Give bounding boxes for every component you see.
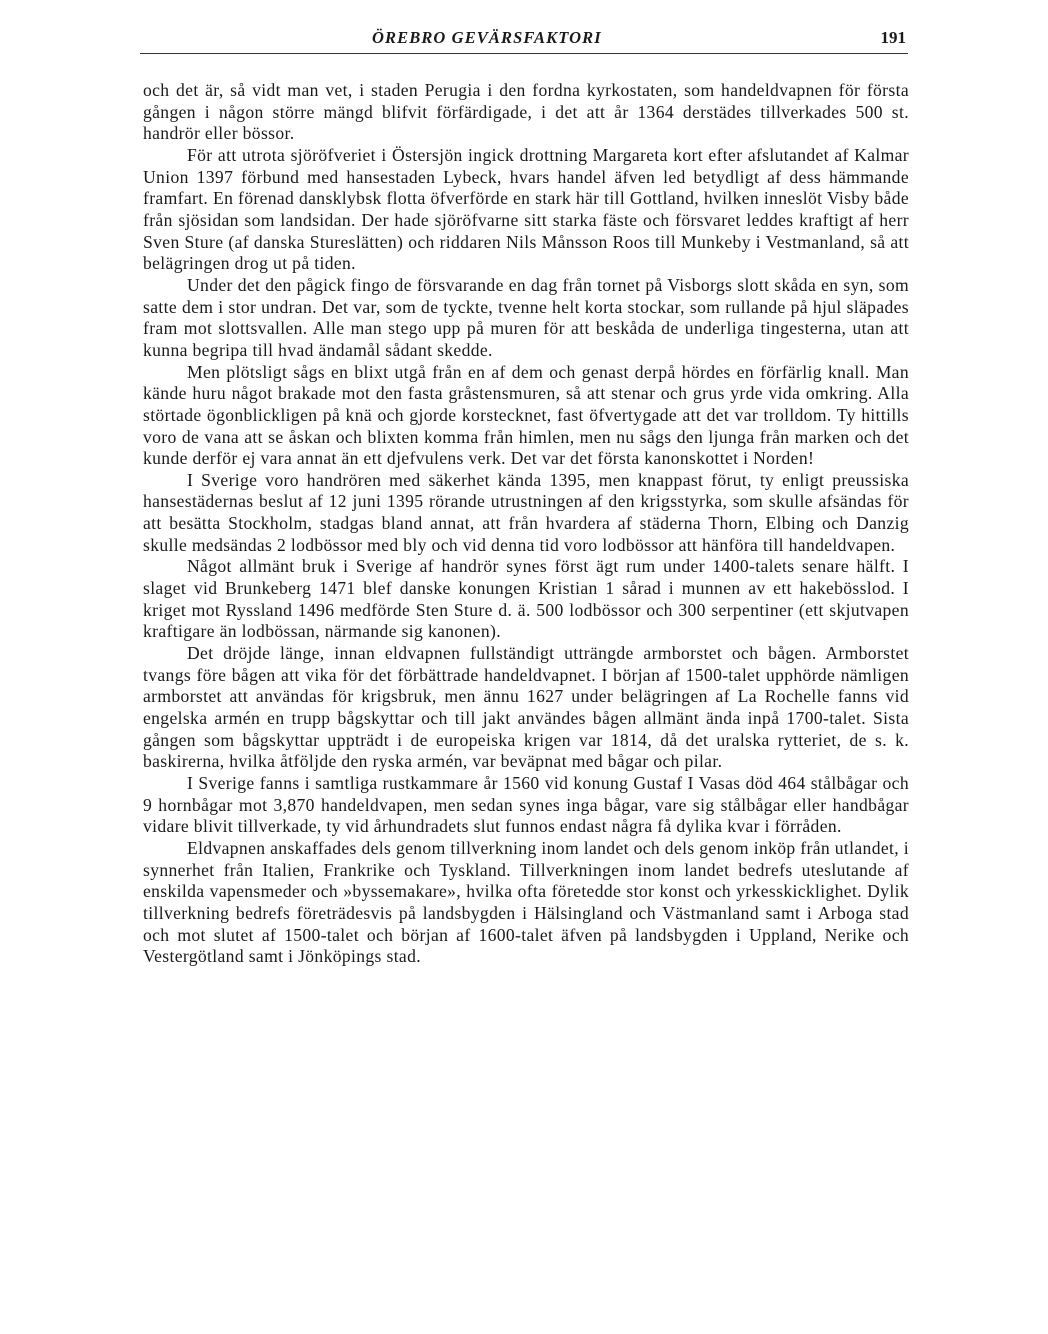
- paragraph: I Sverige voro handrören med säkerhet kända 1395, men knappast förut, ty enligt preussiska hansestädernas beslut af 12 juni 1395 rörande utrustningen af den krigsstyrka, som skulle afsändas för att besätta Stockholm, stadgas bland annat, att från hvardera af städerna Thorn, Elbing och Danzig skulle medsändas 2 lodbössor med bly och vid denna tid voro lodbössor att hänföra till handeldvapen.: [143, 469, 909, 555]
- paragraph: För att utrota sjöröfveriet i Östersjön ingick drottning Margareta kort efter afslutandet af Kalmar Union 1397 förbund med hansestaden Lybeck, hvars handel äfven led betydligt af dess hämmande framfart. En förenad dansklybsk flotta öfverförde en stark här till Gottland, hvilken inneslöt Visby både från sjösidan som landsidan. Der hade sjöröfvarne sitt starka fäste och försvaret leddes kraftigt af herr Sven Sture (af danska Stureslätten) och riddaren Nils Månsson Roos till Munkeby i Vestmanland, så att belägringen drog ut på tiden.: [143, 144, 909, 274]
- header-rule: [140, 53, 908, 54]
- paragraph: Men plötsligt sågs en blixt utgå från en af dem och genast derpå hördes en förfärlig knall. Man kände huru något brakade mot den fasta gråstensmuren, så att stenar och grus yrde vida omkring. Alla störtade ögonblickligen på knä och gjorde korstecknet, fast öfvertygade att det var trolldom. Ty hittills voro de vana att se åskan och blixten komma från himlen, men nu sågs den ljunga från marken och det kunde derför ej vara annat än ett djefvulens verk. Det var det första kanonskottet i Norden!: [143, 361, 909, 469]
- paragraph: Något allmänt bruk i Sverige af handrör synes först ägt rum under 1400-talets senare hälft. I slaget vid Brunkeberg 1471 blef danske konungen Kristian 1 sårad i munnen av ett hakebösslod. I kriget mot Ryssland 1496 medförde Sten Sture d. ä. 500 lodbössor och 300 serpentiner (ett skjutvapen kraftigare än lodbössan, närmande sig kanonen).: [143, 556, 909, 642]
- paragraph: Det dröjde länge, innan eldvapnen fullständigt utträngde armborstet och bågen. Armborstet tvangs före bågen att vika för det förbättrade handeldvapnet. I början af 1500-talet upphörde nämligen armborstet att användas för krigsbruk, men ännu 1627 under belägringen af La Rochelle fanns vid engelska armén en trupp bågskyttar och till jakt användes bågen allmänt ända inpå 1700-talet. Sista gången som bågskyttar uppträdt i de europeiska krigen var 1814, då det uralska rytteriet, de s. k. baskirerna, hvilka åtföljde den ryska armén, var beväpnat med bågar och pilar.: [143, 643, 909, 772]
- paragraph: Under det den pågick fingo de försvarande en dag från tornet på Visborgs slott skåda en syn, som satte dem i stor undran. Det var, som de tyckte, tvenne helt korta stockar, som rullande på hjul släpades fram mot slottsvallen. Alle man stego upp på muren för att beskåda de underliga tingesterna, utan att kunna begripa till hvad ändamål sådant skedde.: [143, 274, 909, 360]
- page-number: 191: [880, 28, 906, 47]
- body-text: [143, 80, 909, 968]
- paragraph: och det är, så vidt man vet, i staden Perugia i den fordna kyrkostaten, som handeldvapnen för första gången i någon större mängd blifvit förfärdigade, i det att år 1364 derstädes tillverkades 500 st. handrör eller bössor.: [143, 80, 909, 144]
- paragraph: I Sverige fanns i samtliga rustkammare år 1560 vid konung Gustaf I Vasas död 464 stålbågar och 9 hornbågar mot 3,870 handeldvapen, men sedan synes inga bågar, vare sig stålbågar eller handbågar vidare blivit tillverkade, ty vid århundradets slut funnos endast några få dylika kvar i förråden.: [143, 773, 909, 837]
- running-title: ÖREBRO GEVÄRSFAKTORI: [372, 28, 602, 47]
- running-header: [140, 28, 908, 50]
- paragraph: Eldvapnen anskaffades dels genom tillverkning inom landet och dels genom inköp från utlandet, i synnerhet från Italien, Frankrike och Tyskland. Tillverkningen inom landet bedrefs uteslutande af enskilda vapensmeder och »byssemakare», hvilka ofta företedde stor konst och yrkesskicklighet. Dylik tillverkning bedrefs företrädesvis på landsbygden i Hälsingland och Västmanland samt i Arboga stad och mot slutet af 1500-talet och början af 1600-talet äfven på landsbygden i Uppland, Nerike och Vestergötland samt i Jönköpings stad.: [143, 837, 909, 967]
